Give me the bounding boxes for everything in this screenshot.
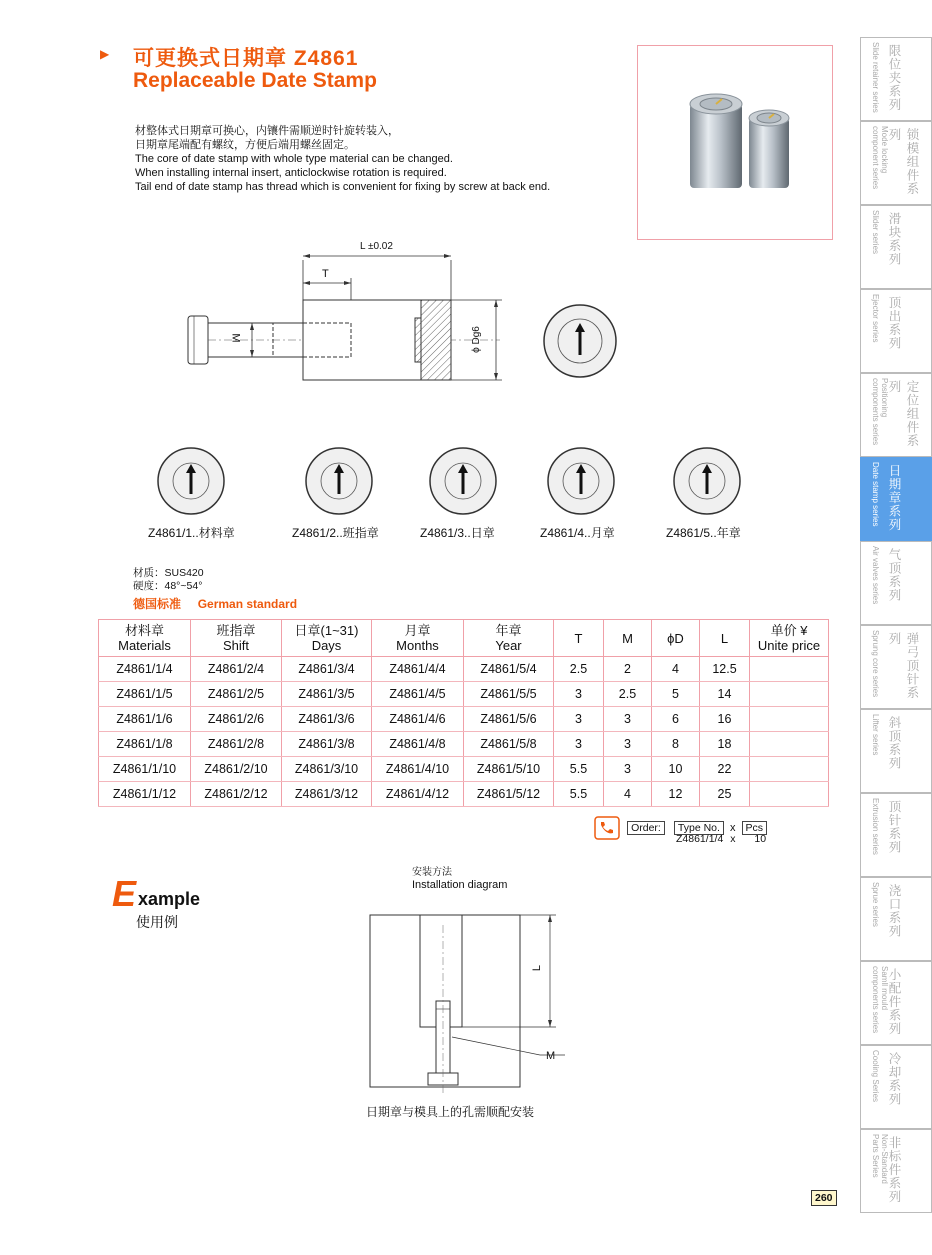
sidebar-item-extrusion[interactable]: 顶针系列 Extrusion series [860,793,932,877]
table-cell: 2.5 [554,657,604,682]
table-header: T [554,620,604,657]
table-cell: 5.5 [554,757,604,782]
dial-year [666,446,742,540]
dim-L-label: L ±0.02 [360,241,393,252]
table-cell [750,782,829,807]
month-dial-face [542,303,618,379]
sidebar-item-sprung-core[interactable]: 弹弓顶针系列 Sprung core series [860,625,932,709]
table-header: 材料章 Materials [99,620,191,657]
table-cell: 14 [700,682,750,707]
sidebar-item-cooling[interactable]: 冷却系列 Cooling Series [860,1045,932,1129]
table-cell: 4 [604,782,652,807]
product-photo-image [638,46,832,239]
page-number: 260 [811,1190,837,1206]
table-cell: Z4861/4/6 [372,707,464,732]
installation-diagram [360,905,580,1100]
dial-row [148,446,806,546]
table-header: L [700,620,750,657]
sidebar-item-date-stamp[interactable]: 日期章系列 Date stamp series [860,457,932,541]
description-line: The core of date stamp with whole type material can be changed. [135,153,453,165]
order-times: x [729,821,736,834]
table-cell: Z4861/4/10 [372,757,464,782]
installation-dim-L: L [531,964,544,972]
product-photo [637,45,833,240]
table-row [99,732,829,757]
spec-table [98,619,829,807]
table-cell: 6 [652,707,700,732]
table-cell: Z4861/2/5 [191,682,282,707]
table-cell: 2 [604,657,652,682]
hardness-line: 硬度：48°~54° [133,580,203,592]
dial-months [540,446,616,540]
order-example-type: Z4861/1/4 [676,833,724,845]
phone-order-icon [594,816,620,840]
material-spec [133,567,204,593]
sidebar-item-mode-locking[interactable]: 锁模组件系列 Mode locking component series [860,121,932,205]
table-cell: 5.5 [554,782,604,807]
order-pcs-label: Pcs [742,821,768,835]
sidebar-item-small-mould[interactable]: 小配件系列 Samll mould components series [860,961,932,1045]
dial-materials-icon [156,446,226,516]
dim-T-label: T [322,268,329,280]
table-cell: Z4861/5/4 [464,657,554,682]
table-cell [750,657,829,682]
table-cell: 22 [700,757,750,782]
table-cell: Z4861/5/12 [464,782,554,807]
table-cell: Z4861/1/5 [99,682,191,707]
dial-shift [292,446,379,540]
description-line: Tail end of date stamp has thread which is convenient for fixing by screw at back end. [135,181,551,193]
table-header: M [604,620,652,657]
dial-year-caption: Z4861/5..年章 [666,526,741,540]
order-example-pcs: 10 [754,833,767,845]
table-cell: Z4861/3/4 [282,657,372,682]
dial-shift-caption: Z4861/2..班指章 [292,526,379,540]
table-row [99,682,829,707]
dial-days-icon [428,446,498,516]
table-cell: 25 [700,782,750,807]
table-cell: Z4861/4/4 [372,657,464,682]
table-cell: Z4861/5/6 [464,707,554,732]
example-heading: xample [138,889,201,909]
table-cell [750,732,829,757]
table-cell: 10 [652,757,700,782]
table-cell: Z4861/3/8 [282,732,372,757]
table-cell: Z4861/1/6 [99,707,191,732]
table-cell: Z4861/3/10 [282,757,372,782]
sidebar-item-slide-retainer[interactable]: 限位夹系列 Slide retainer series [860,37,932,121]
table-header: 班指章 Shift [191,620,282,657]
dial-days [420,446,498,540]
table-cell: 3 [604,757,652,782]
installation-dim-M: M [546,1050,556,1062]
table-cell [750,757,829,782]
table-cell: Z4861/3/6 [282,707,372,732]
table-row [99,657,829,682]
table-cell: 18 [700,732,750,757]
sidebar-item-slider[interactable]: 滑块系列 Slider series [860,205,932,289]
standard-cn: 德国标准 [133,597,182,611]
table-cell: 12 [652,782,700,807]
table-cell: 3 [604,707,652,732]
table-cell: 12.5 [700,657,750,682]
description-line: When installing internal insert, anticlockwise rotation is required. [135,167,447,179]
table-cell: Z4861/1/8 [99,732,191,757]
sidebar-item-non-standard[interactable]: 非标件系列 Non-Standard Parts Series [860,1129,932,1213]
table-cell: Z4861/4/8 [372,732,464,757]
table-cell: Z4861/4/5 [372,682,464,707]
table-cell: Z4861/2/12 [191,782,282,807]
table-cell: Z4861/5/5 [464,682,554,707]
table-cell: 8 [652,732,700,757]
technical-drawing [180,238,520,398]
order-type-label: Type No. [674,821,724,835]
table-cell: Z4861/4/12 [372,782,464,807]
material-line: 材质：SUS420 [133,567,204,579]
dial-shift-icon [304,446,374,516]
table-cell: Z4861/2/4 [191,657,282,682]
table-cell [750,707,829,732]
standard-label [133,595,297,612]
table-header: ϕD [652,620,700,657]
table-cell: Z4861/3/12 [282,782,372,807]
table-row [99,707,829,732]
dial-materials [148,446,235,540]
table-cell [750,682,829,707]
description-line: 日期章尾端配有螺纹，方便后端用螺丝固定。 [135,139,355,151]
dial-days-caption: Z4861/3..日章 [420,526,495,540]
installation-title [412,866,507,892]
order-label: Order: [627,821,665,835]
table-cell: Z4861/2/10 [191,757,282,782]
example-heading-cn: 使用例 [136,914,178,930]
sidebar-item-positioning[interactable]: 定位组件系列 Positioning components series [860,373,932,457]
table-cell: 3 [604,732,652,757]
table-header: 月章 Months [372,620,464,657]
table-cell: Z4861/3/5 [282,682,372,707]
table-cell: 3 [554,732,604,757]
table-row [99,782,829,807]
dial-months-icon [546,446,616,516]
table-header: 日章(1~31) Days [282,620,372,657]
dim-D-label: ϕ Dg6 [470,326,482,353]
table-cell: Z4861/5/8 [464,732,554,757]
dial-materials-caption: Z4861/1..材料章 [148,526,235,540]
table-header: 年章 Year [464,620,554,657]
sidebar-item-air-valves[interactable]: 气顶系列 Air valves series [860,541,932,625]
installation-title-cn: 安装方法 [412,867,452,878]
sidebar-item-lifter[interactable]: 斜顶系列 Lifter series [860,709,932,793]
description-line: 材整体式日期章可换心，内镶件需顺逆时针旋转装入， [135,125,399,137]
page-title-cn: 可更换式日期章 Z4861 [133,47,359,70]
table-cell: 16 [700,707,750,732]
dim-M-label: M [229,333,242,343]
table-cell: 3 [554,682,604,707]
example-big-letter: E [112,873,137,914]
table-cell: 2.5 [604,682,652,707]
description [135,124,550,194]
table-cell: Z4861/2/6 [191,707,282,732]
order-example-times: x [730,833,736,845]
table-cell: Z4861/5/10 [464,757,554,782]
installation-caption: 日期章与模具上的孔需顺配安装 [366,1105,535,1119]
table-cell: Z4861/1/4 [99,657,191,682]
table-header: 单价 ¥ Unite price [750,620,829,657]
table-header-row [99,620,829,657]
page-title-en: Replaceable Date Stamp [133,69,377,92]
installation-title-en: Installation diagram [412,879,508,891]
sidebar-item-sprue[interactable]: 浇口系列 Sprue series [860,877,932,961]
table-cell: 4 [652,657,700,682]
order-example-values [676,833,766,845]
table-cell: 5 [652,682,700,707]
table-cell: Z4861/2/8 [191,732,282,757]
table-cell: 3 [554,707,604,732]
table-cell: Z4861/1/10 [99,757,191,782]
table-row [99,757,829,782]
standard-en: German standard [197,597,298,611]
dial-year-icon [672,446,742,516]
sidebar-item-ejector[interactable]: 顶出系列 Ejector series [860,289,932,373]
table-cell: Z4861/1/12 [99,782,191,807]
title-arrow-icon: ▶ [100,47,110,61]
dial-months-caption: Z4861/4..月章 [540,526,615,540]
